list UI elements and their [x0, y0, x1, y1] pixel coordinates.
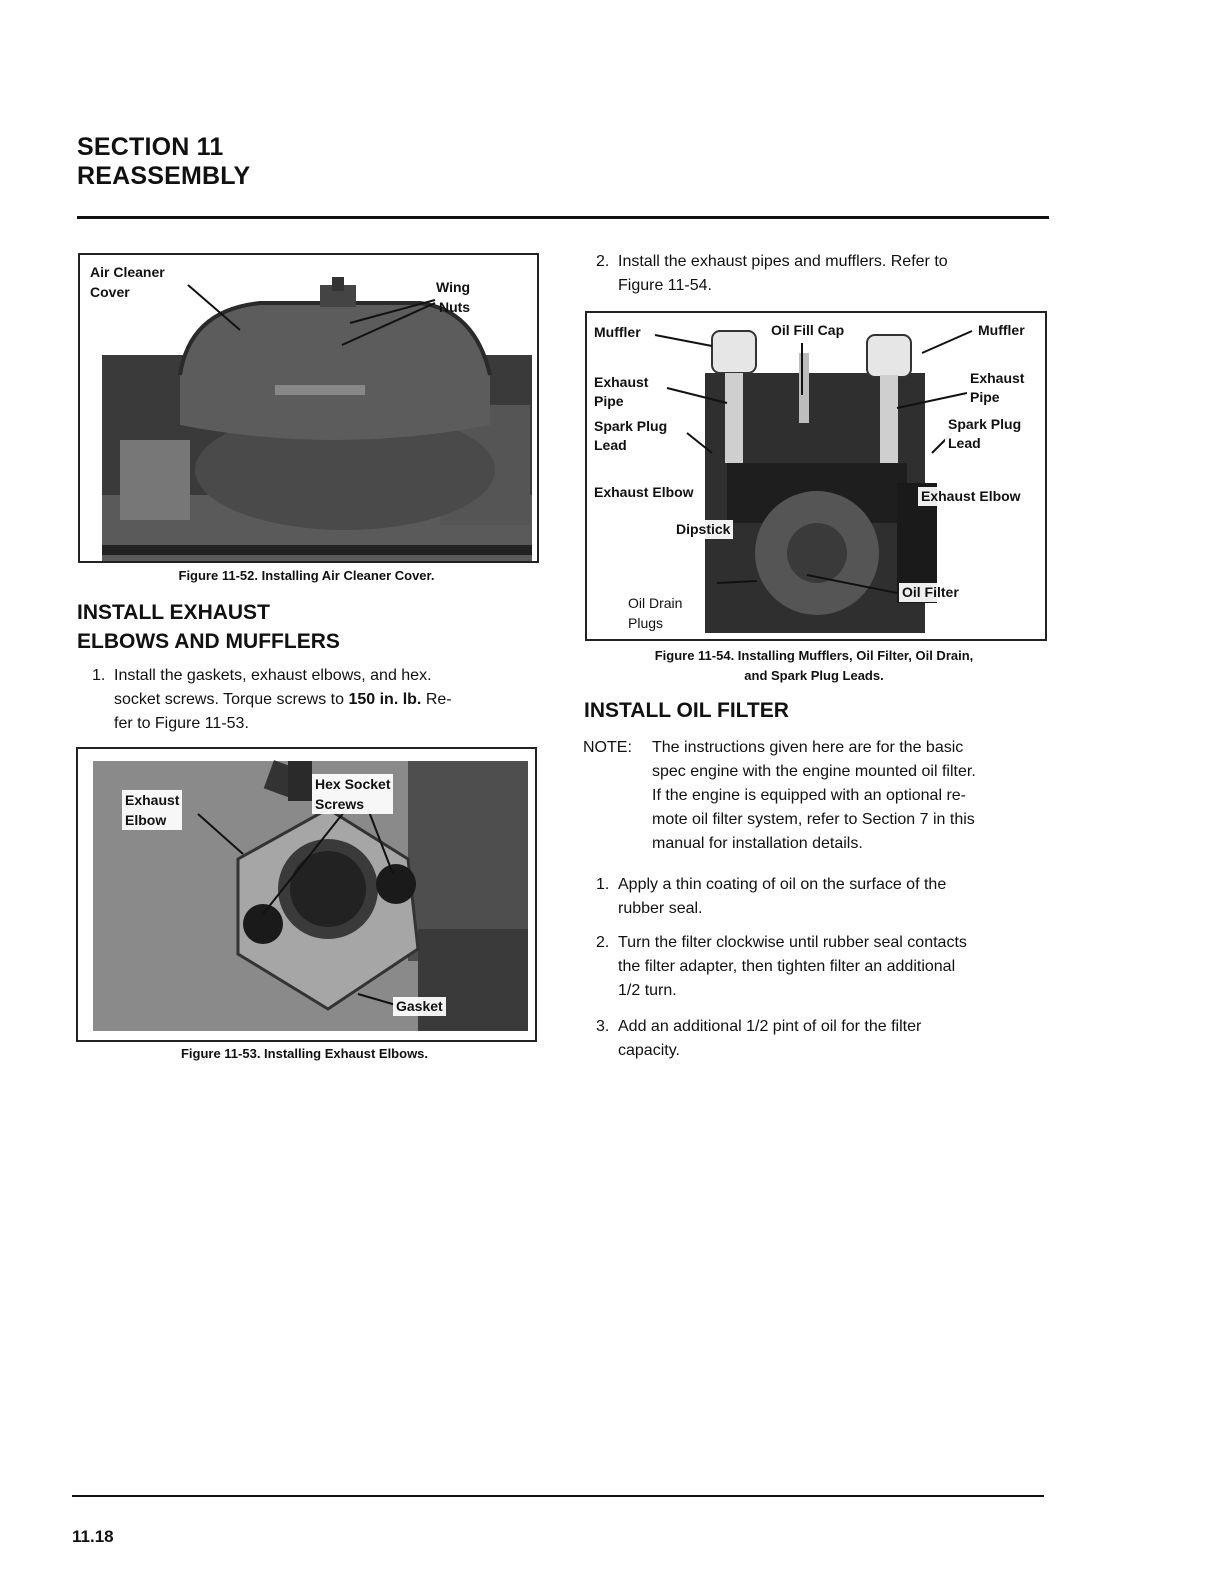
exhaust-elbow-right-label: Exhaust Elbow [918, 487, 1024, 506]
spark-plug-lead-right-label: Spark Plug Lead [945, 415, 1024, 453]
exhaust-step-2: 2. Install the exhaust pipes and mufflers. Refer to Figure 11-54. [596, 253, 948, 294]
oil-filter-label: Oil Filter [899, 583, 962, 602]
figure-53-caption: Figure 11-53. Installing Exhaust Elbows. [180, 1046, 429, 1061]
oil-drain-plugs-label: Oil Drain Plugs [625, 593, 685, 633]
note-text: The instructions given here are for the basic spec engine with the engine mounted oil filter. If the engine is equipped with an optional re- mote oil filter system, refer to Section 7 in this manual for installation details. [652, 739, 976, 852]
oil-fill-cap-label: Oil Fill Cap [768, 321, 847, 340]
exhaust-elbow-left-label: Exhaust Elbow [591, 483, 697, 502]
install-oil-filter-heading: INSTALL OIL FILTER [584, 699, 789, 722]
section-number: SECTION 11 [77, 133, 224, 161]
muffler-right-label: Muffler [975, 321, 1028, 340]
wing-nuts-label: Wing Nuts [436, 279, 471, 315]
section-title [77, 133, 250, 191]
figure-mufflers-oil-filter [585, 311, 1047, 641]
install-exhaust-heading: INSTALL EXHAUST ELBOWS AND MUFFLERS [77, 601, 340, 653]
exhaust-elbow-label: Exhaust Elbow [122, 790, 182, 830]
figure-54-caption: Figure 11-54. Installing Mufflers, Oil Filter, Oil Drain, and Spark Plug Leads. [654, 648, 974, 683]
engine-photo [587, 313, 1045, 639]
muffler-left-label: Muffler [591, 323, 644, 342]
hex-socket-screws-label: Hex Socket Screws [312, 774, 393, 814]
exhaust-pipe-right-label: Exhaust Pipe [967, 369, 1027, 407]
oil-filter-step-1: 1. Apply a thin coating of oil on the surface of the rubber seal. [596, 876, 947, 917]
air-cleaner-cover-label: Air Cleaner Cover [90, 264, 165, 300]
header-rule [77, 216, 1049, 219]
exhaust-step-1: 1. Install the gaskets, exhaust elbows, and hex. socket screws. Torque screws to 150 in. lb. Re- fer to Figure 11-53. [92, 667, 452, 732]
oil-filter-step-3: 3. Add an additional 1/2 pint of oil for the filter capacity. [596, 1018, 922, 1059]
exhaust-pipe-left-label: Exhaust Pipe [591, 373, 651, 411]
gasket-label: Gasket [393, 997, 446, 1016]
footer-rule [72, 1495, 1044, 1497]
note-block [583, 736, 1043, 860]
figure-52-caption: Figure 11-52. Installing Air Cleaner Cover. [178, 568, 435, 583]
figure-air-cleaner [78, 253, 539, 563]
figure-exhaust-elbows [76, 747, 537, 1042]
section-name: REASSEMBLY [77, 162, 251, 190]
note-label: NOTE: [583, 739, 632, 756]
page-number: 11.18 [72, 1527, 114, 1546]
spark-plug-lead-left-label: Spark Plug Lead [591, 417, 670, 455]
oil-filter-step-2: 2. Turn the filter clockwise until rubber seal contacts the filter adapter, then tighten filter an additional 1/2 turn. [596, 934, 967, 999]
dipstick-label: Dipstick [673, 520, 733, 539]
